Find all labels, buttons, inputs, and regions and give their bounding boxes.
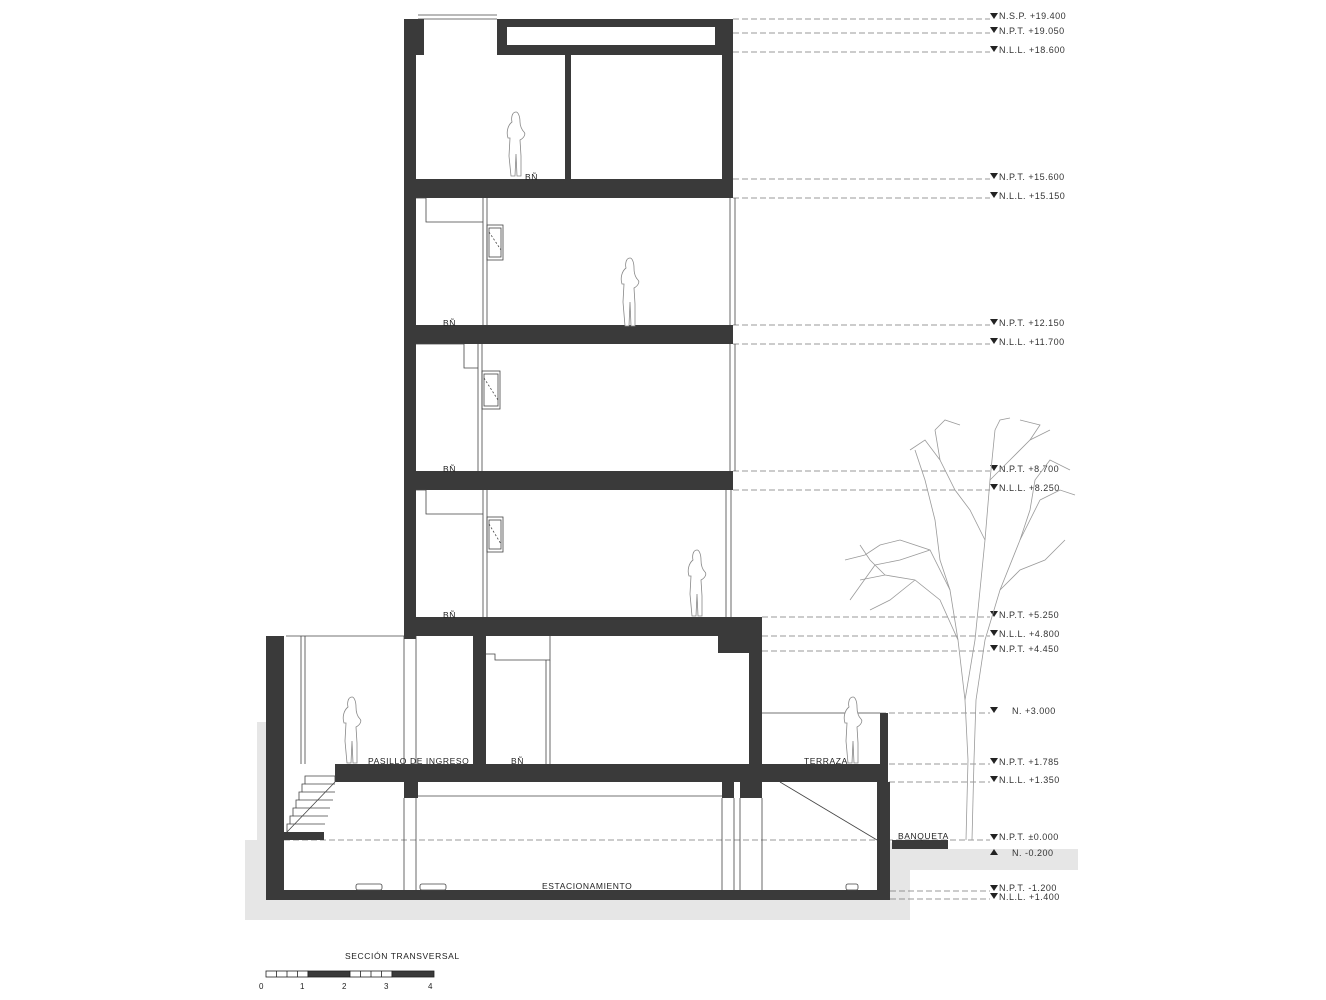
room-label-pasillo: PASILLO DE INGRESO: [368, 756, 470, 766]
room-label-bn: BÑ: [443, 318, 457, 328]
scale-tick-label: 2: [342, 982, 347, 991]
level-label: N.P.T. ±0.000: [999, 832, 1059, 842]
level-label: N.P.T. +4.450: [999, 644, 1060, 654]
level-label: N. +3.000: [1012, 706, 1056, 716]
person-figure: [621, 258, 639, 326]
level-label: N.P.T. +8.700: [999, 464, 1060, 474]
level-label: N.P.T. +1.785: [999, 757, 1060, 767]
level-label: N.L.L. +15.150: [999, 191, 1066, 201]
level-labels: [999, 11, 1066, 902]
level-label: N.S.P. +19.400: [999, 11, 1067, 21]
room-labels: [368, 172, 949, 891]
level-label: N.L.L. +1.400: [999, 892, 1060, 902]
graphic-scale: [266, 971, 434, 977]
scale-tick-label: 0: [259, 982, 264, 991]
room-label-bn: BÑ: [443, 610, 457, 620]
room-label-bn: BÑ: [443, 464, 457, 474]
level-label: N.P.T. +5.250: [999, 610, 1060, 620]
scale-tick-label: 4: [428, 982, 433, 991]
level-label: N.P.T. +12.150: [999, 318, 1065, 328]
level-label: N. -0.200: [1012, 848, 1054, 858]
scale-block: [259, 951, 460, 991]
level-label: N.P.T. -1.200: [999, 883, 1057, 893]
room-label-bn: BÑ: [511, 756, 525, 766]
level-label: N.L.L. +4.800: [999, 629, 1060, 639]
scale-tick-label: 3: [384, 982, 389, 991]
room-label-terraza: TERRAZA: [804, 756, 848, 766]
level-label: N.L.L. +1.350: [999, 775, 1060, 785]
person-figure: [688, 550, 706, 616]
human-figures: [343, 112, 862, 763]
level-label: N.L.L. +8.250: [999, 483, 1060, 493]
structure: [266, 19, 948, 900]
person-figure: [343, 697, 361, 763]
level-markers: [990, 13, 998, 899]
level-label: N.P.T. +15.600: [999, 172, 1065, 182]
level-label: N.P.T. +19.050: [999, 26, 1065, 36]
level-label: N.L.L. +11.700: [999, 337, 1065, 347]
drawing-title: SECCIÓN TRANSVERSAL: [345, 951, 460, 961]
room-label-estacionamiento: ESTACIONAMIENTO: [542, 881, 633, 891]
scale-tick-label: 1: [300, 982, 305, 991]
level-label: N.L.L. +18.600: [999, 45, 1066, 55]
room-label-bn: BÑ: [525, 172, 539, 182]
person-figure: [507, 112, 525, 176]
room-label-banqueta: BANQUETA: [898, 831, 949, 841]
person-figure: [844, 697, 862, 763]
